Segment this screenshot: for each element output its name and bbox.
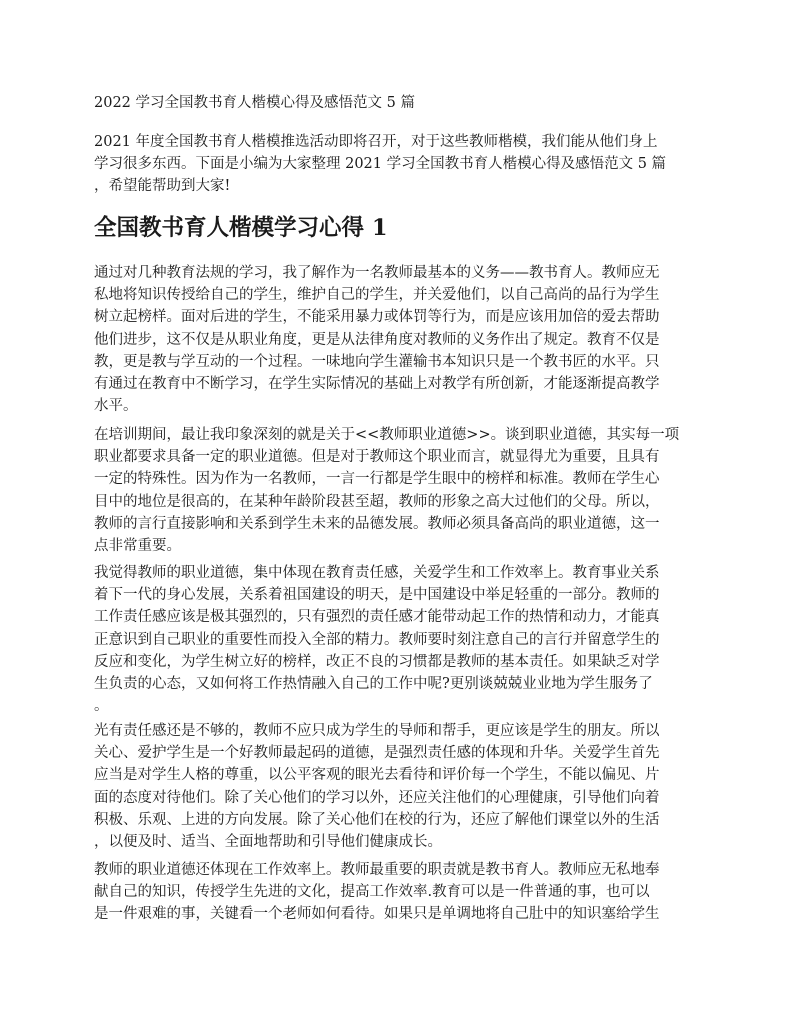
paragraph-line: 光有责任感还是不够的，教师不应只成为学生的导师和帮手，更应该是学生的朋友。所以 [94,723,660,739]
paragraph-line: 私地将知识传授给自己的学生，维护自己的学生，并关爱他们，以自己高尚的品行为学生 [94,287,660,304]
paragraph-line: 面的态度对待他们。除了关心他们的学习以外，还应关注他们的心理健康，引导他们向着 [94,789,660,806]
paragraph-line: 点非常重要。 [94,538,181,555]
section-heading: 全国教书育人楷模学习心得 1 [94,215,388,241]
body-paragraph-3 [94,562,714,717]
paragraph-line: 目中的地位是很高的，在某种年龄阶段甚至超，教师的形象之高大过他们的父母。所以， [94,493,660,510]
paragraph-line: 献自己的知识，传授学生先进的文化，提高工作效率.教育可以是一件普通的事，也可以 [94,884,650,901]
paragraph-line: 关心、爱护学生是一个好教师最起码的道德，是强烈责任感的体现和升华。关爱学生首先 [94,745,660,762]
paragraph-line: 水平。 [94,398,138,415]
paragraph-line: 着下一代的身心发展，关系着祖国建设的明天，是中国建设中举足轻重的一部分。教师的 [94,587,660,604]
paragraph-line: 反应和变化，为学生树立好的榜样，改正不良的习惯都是教师的基本责任。如果缺乏对学 [94,653,660,670]
body-paragraph-2 [94,424,714,557]
paragraph-line: 他们进步，这不仅是从职业角度，更是从法律角度对教师的义务作出了规定。教育不仅是 [94,331,660,348]
body-paragraph-1 [94,262,714,417]
paragraph-line: 积极、乐观、上进的方向发展。除了关心他们在校的行为，还应了解他们课堂以外的生活 [94,811,660,828]
paragraph-line: 工作责任感应该是极其强烈的，只有强烈的责任感才能带动起工作的热情和动力，才能真 [94,609,660,626]
intro-line: ，希望能帮助到大家! [94,178,231,194]
paragraph-line: 教，更是教与学互动的一个过程。一味地向学生灌输书本知识只是一个教书匠的水平。只 [94,353,660,370]
paragraph-line: 树立起榜样。面对后进的学生，不能采用暴力或体罚等行为，而是应该用加倍的爱去帮助 [94,309,660,326]
intro-paragraph [94,131,714,197]
paragraph-line: 职业都要求具备一定的职业道德。但是对于教师这个职业而言，就显得尤为重要，且具有 [94,449,660,466]
paragraph-line: 生负责的心态，又如何将工作热情融入自己的工作中呢?更别谈兢兢业业地为学生服务了 [94,676,653,693]
intro-line: 2021 年度全国教书育人楷模推选活动即将召开，对于这些教师楷模，我们能从他们身上 [94,134,658,150]
paragraph-line: 有通过在教育中不断学习，在学生实际情况的基础上对教学有所创新，才能逐渐提高教学 [94,376,660,393]
paragraph-line: 。 [94,698,109,715]
paragraph-line: 一定的特殊性。因为作为一名教师，一言一行都是学生眼中的榜样和标准。教师在学生心 [94,471,660,488]
document-title: 2022 学习全国教书育人楷模心得及感悟范文 5 篇 [94,95,415,111]
intro-line: 学习很多东西。下面是小编为大家整理 2021 学习全国教书育人楷模心得及感悟范文 5 篇 [94,156,667,172]
paragraph-line: 在培训期间，最让我印象深刻的就是关于<<教师职业道德>>。谈到职业道德，其实每一项 [94,427,680,443]
paragraph-line: 应当是对学生人格的尊重，以公平客观的眼光去看待和评价每一个学生，不能以偏见、片 [94,767,660,784]
paragraph-line: 是一件艰难的事，关键看一个老师如何看待。如果只是单调地将自己肚中的知识塞给学生 [94,906,660,923]
body-paragraph-4 [94,720,714,853]
body-paragraph-5 [94,859,714,926]
paragraph-line: 教师的职业道德还体现在工作效率上。教师最重要的职责就是教书育人。教师应无私地奉 [94,862,660,878]
paragraph-line: 教师的言行直接影响和关系到学生未来的品德发展。教师必须具备高尚的职业道德，这一 [94,515,660,532]
paragraph-line: ，以便及时、适当、全面地帮助和引导他们健康成长。 [94,834,442,851]
paragraph-line: 通过对几种教育法规的学习，我了解作为一名教师最基本的义务——教书育人。教师应无 [94,265,660,281]
paragraph-line: 正意识到自己职业的重要性而投入全部的精力。教师要时刻注意自己的言行并留意学生的 [94,631,660,648]
paragraph-line: 我觉得教师的职业道德，集中体现在教育责任感，关爱学生和工作效率上。教育事业关系 [94,565,660,581]
